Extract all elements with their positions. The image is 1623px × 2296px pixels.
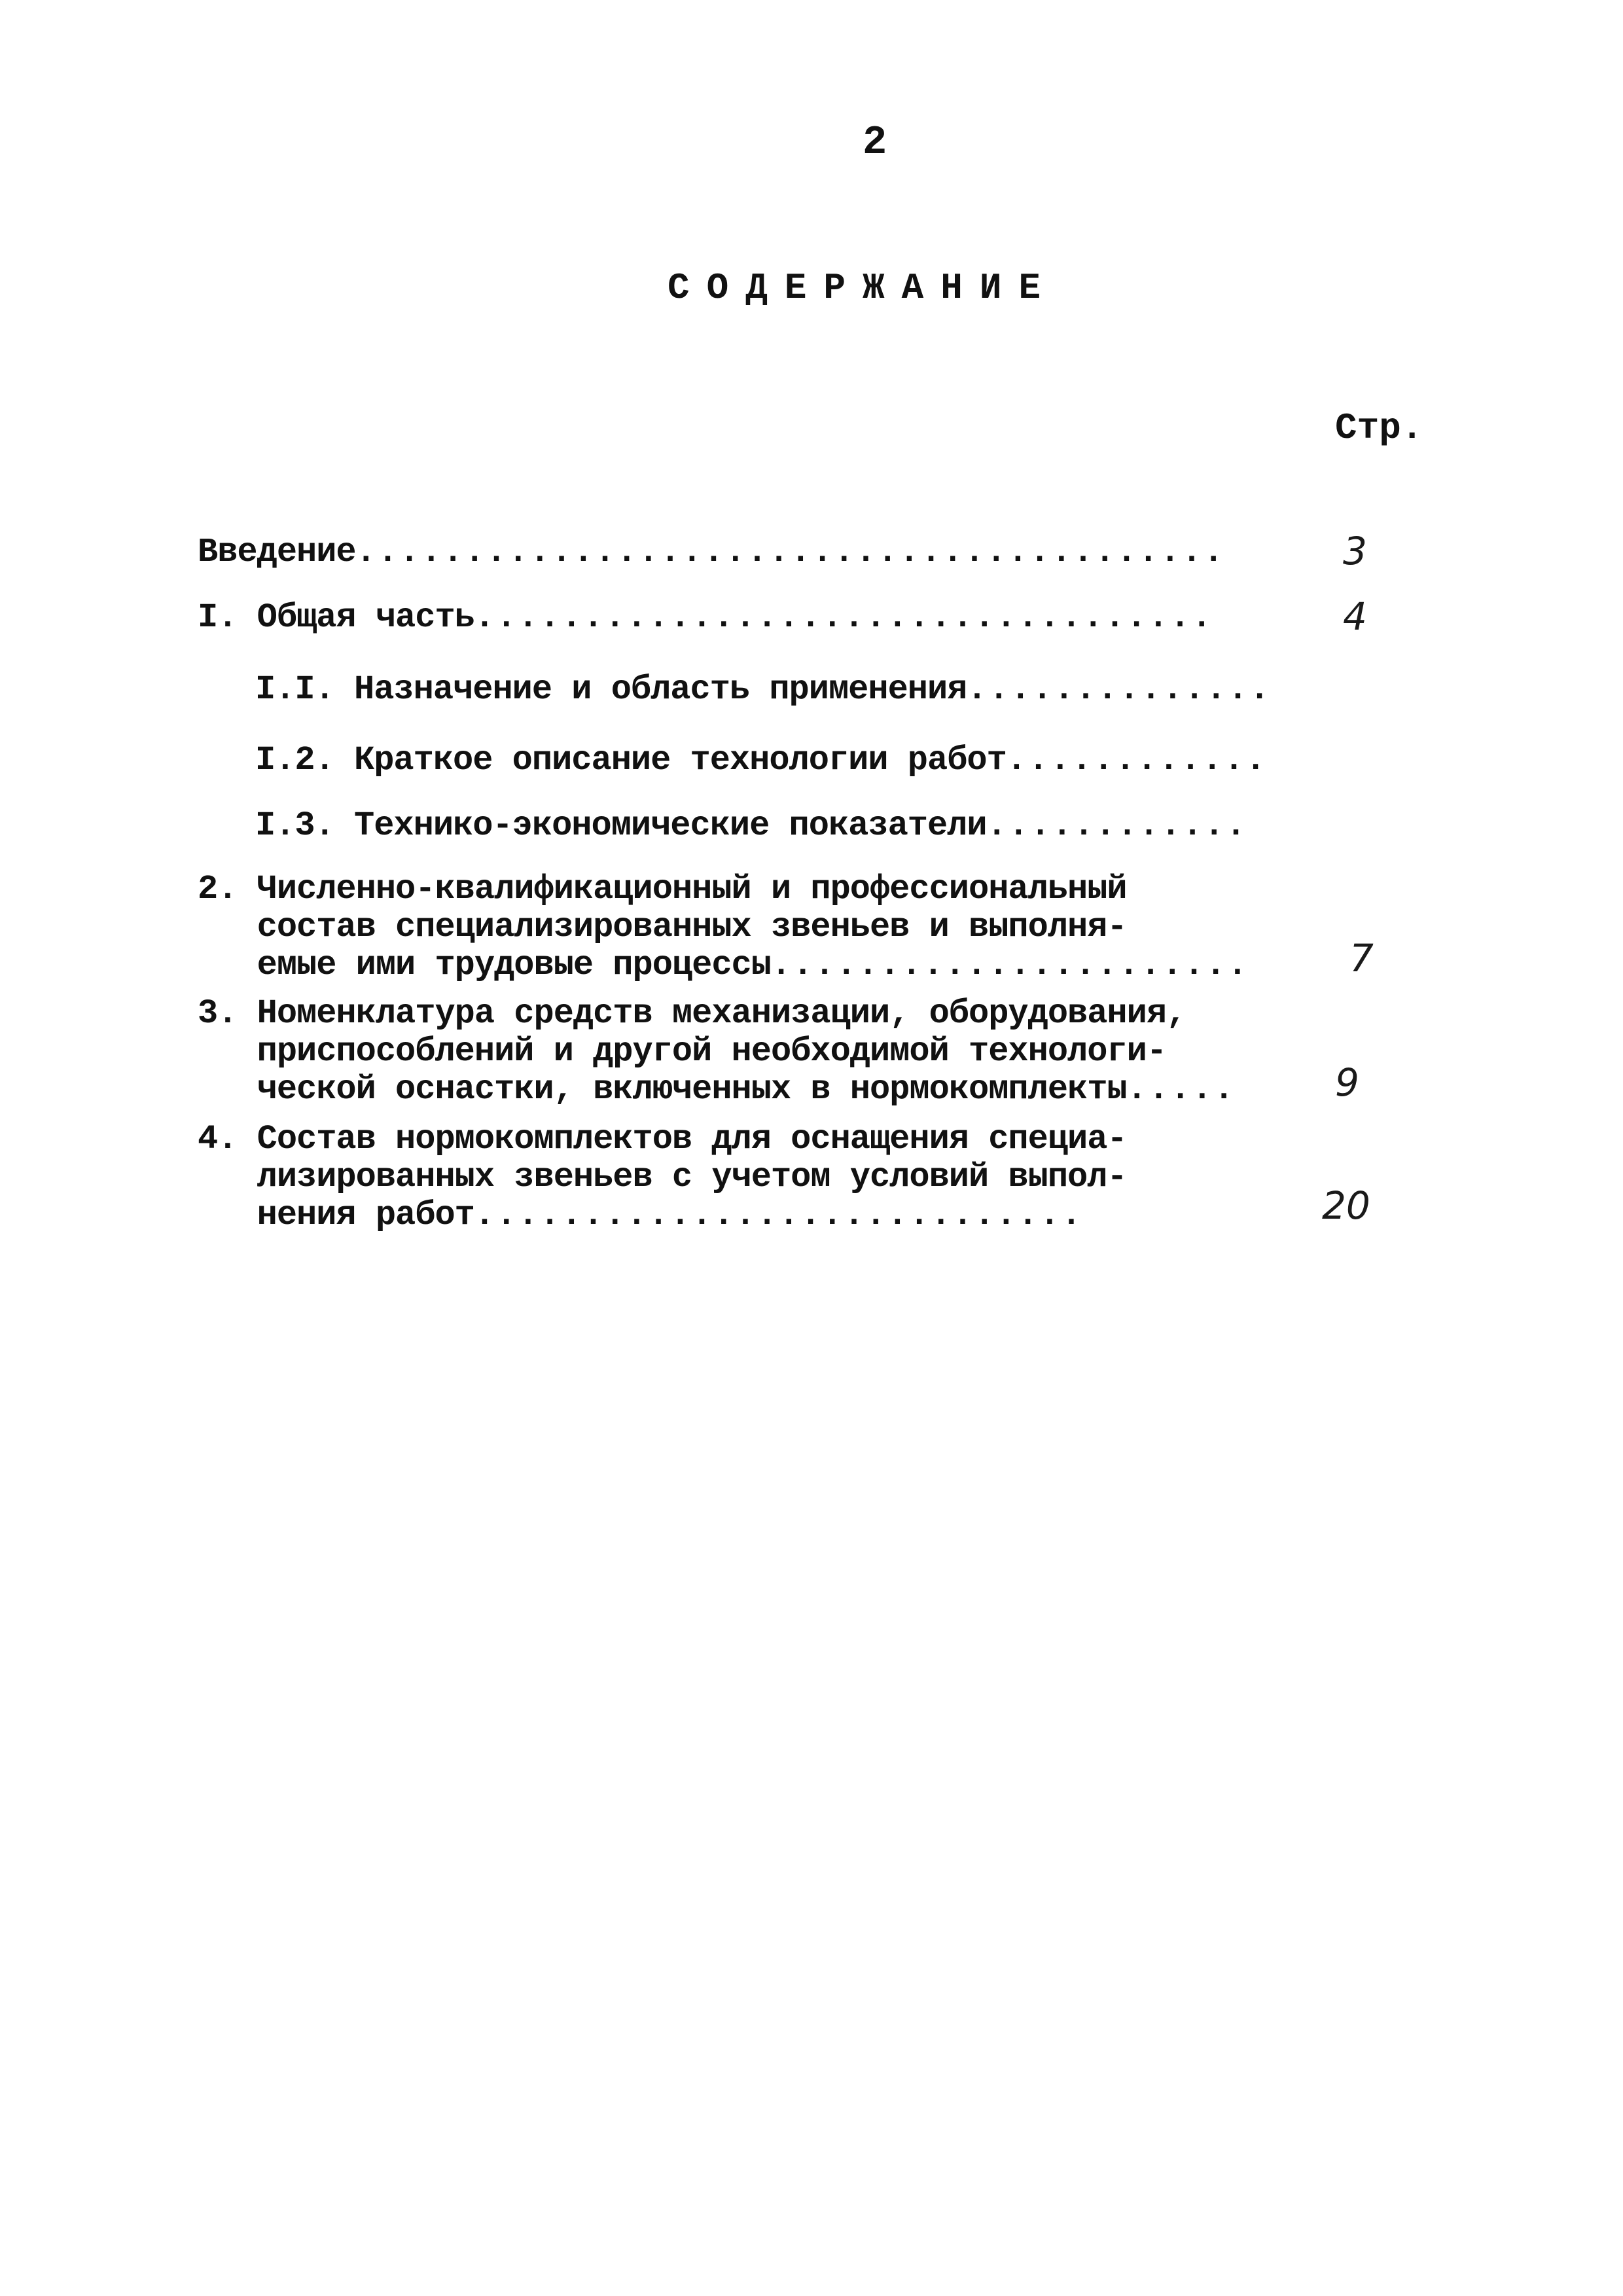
toc-page-number: 7	[1349, 936, 1374, 980]
toc-entry-line: лизированных звеньев с учетом условий выпол-	[198, 1158, 1127, 1196]
toc-entry-text: I.3. Технико-экономические показатели	[255, 806, 987, 845]
page-number: 2	[863, 119, 887, 166]
toc-entry-text: I.I. Назначение и область применения	[255, 670, 967, 709]
toc-entry-line: 4. Состав нормокомплектов для оснащения специа-	[198, 1120, 1127, 1158]
toc-entry-line: 3. Номенклатура средств механизации, оборудования,	[198, 994, 1186, 1033]
toc-leader: ......................	[770, 946, 1249, 984]
toc-entry-line: 2. Численно-квалификационный и профессиональный	[198, 870, 1127, 908]
toc-page-number: 20	[1322, 1183, 1370, 1228]
toc-entry-purpose	[255, 671, 1271, 709]
toc-entry-line: состав специализированных звеньев и выполня-	[198, 908, 1127, 946]
toc-entry-norm-kits	[198, 1121, 1127, 1234]
toc-page-number: 4	[1343, 594, 1367, 639]
toc-leader: ..................................	[474, 598, 1213, 637]
toc-leader: ............	[1006, 741, 1268, 780]
toc-entry-staff-composition	[198, 870, 1249, 984]
toc-leader: .....	[1126, 1070, 1236, 1109]
toc-entry-line: ческой оснастки, включенных в нормокомплекты	[198, 1070, 1127, 1109]
toc-entry-text: I.2. Краткое описание технологии работ	[255, 741, 1007, 780]
pages-column-header: Стр.	[1335, 407, 1423, 449]
toc-entry-general-part	[198, 599, 1213, 637]
toc-leader: ........................................	[355, 533, 1225, 571]
toc-page-number: 3	[1343, 529, 1367, 573]
toc-leader: ..............	[967, 670, 1272, 709]
toc-entry-line: приспособлений и другой необходимой технологи-	[198, 1032, 1167, 1071]
toc-leader: ............................	[474, 1196, 1083, 1234]
toc-entry-text: Введение	[198, 533, 356, 571]
page-title: СОДЕРЖАНИЕ	[668, 267, 1058, 309]
toc-entry-text: I. Общая часть	[198, 598, 474, 637]
toc-entry-equipment-nomenclature	[198, 995, 1236, 1109]
toc-leader: ............	[986, 806, 1248, 845]
toc-page-number: 9	[1335, 1060, 1359, 1105]
toc-entry-technology	[255, 742, 1267, 780]
toc-entry-indicators	[255, 807, 1247, 845]
toc-entry-line: нения работ	[198, 1196, 474, 1234]
toc-entry-introduction	[198, 533, 1225, 571]
toc-entry-line: емые ими трудовые процессы	[198, 946, 771, 984]
